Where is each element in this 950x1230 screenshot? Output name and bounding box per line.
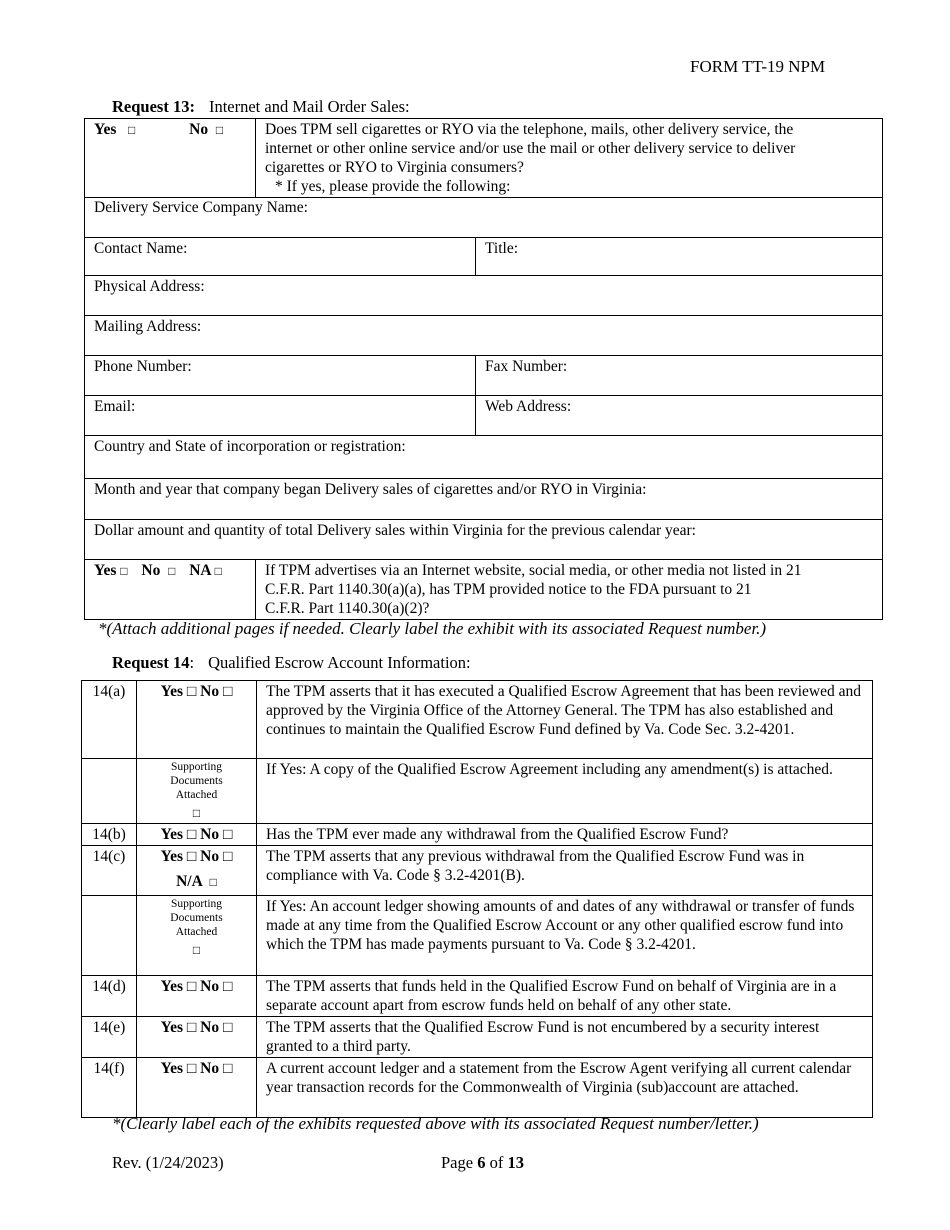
table-row <box>82 976 873 1017</box>
contact-name-field[interactable]: Contact Name: <box>85 238 476 276</box>
request-14-table <box>81 680 873 1118</box>
table-row <box>82 1017 873 1058</box>
row-text: The TPM asserts that the Qualified Escrow Fund is not encumbered by a security interest granted to a third party. <box>257 1017 873 1058</box>
revision-date: Rev. (1/24/2023) <box>112 1153 224 1172</box>
delivery-sales-field[interactable]: Dollar amount and quantity of total Delivery sales within Virginia for the previous calendar year: <box>85 520 883 560</box>
yes-no-na-checkboxes[interactable]: Yes □ No □ N/A □ <box>137 846 257 896</box>
row-id: 14(a) <box>82 681 137 759</box>
row-id: 14(b) <box>82 824 137 846</box>
request-13-question: Does TPM sell cigarettes or RYO via the telephone, mails, other delivery service, the internet or other online service and/or use the mail or other delivery service to deliver cigarettes or RYO to Virginia consumers? * If yes, please provide the following: <box>256 119 883 198</box>
yes-no-checkboxes[interactable]: Yes □ No □ <box>137 1017 257 1058</box>
yes-checkbox[interactable]: □ <box>128 123 136 137</box>
no-option[interactable]: No □ <box>189 121 224 138</box>
request-13-table <box>84 118 883 620</box>
table-row <box>82 896 873 976</box>
fda-na-option[interactable]: NA □ <box>189 562 222 579</box>
physical-address-field[interactable]: Physical Address: <box>85 276 883 316</box>
fda-question: If TPM advertises via an Internet website, social media, or other media not listed in 21 C.F.R. Part 1140.30(a)(a), has TPM provided notice to the FDA pursuant to 21 C.F.R. Part 1140.30(a)(2)? <box>256 560 883 620</box>
phone-number-field[interactable]: Phone Number: <box>85 356 476 396</box>
row-text: A current account ledger and a statement from the Escrow Agent verifying all current calendar year transaction records for the Commonwealth of Virginia (sub)account are attached. <box>257 1058 873 1118</box>
mailing-address-field[interactable]: Mailing Address: <box>85 316 883 356</box>
row-text: If Yes: An account ledger showing amounts of and dates of any withdrawal or transfer of funds made at any time from the Qualified Escrow Account or any other qualified escrow fund into which the TPM has made payments pursuant to Va. Code § 3.2-4201. <box>257 896 873 976</box>
title-field[interactable]: Title: <box>476 238 883 276</box>
request-13-note: *(Attach additional pages if needed. Clearly label the exhibit with its associated Request number.) <box>98 619 767 638</box>
request-14-title: Qualified Escrow Account Information: <box>208 653 471 672</box>
no-checkbox[interactable]: □ <box>215 123 224 137</box>
page-number: Page 6 of 13 <box>441 1153 524 1172</box>
row-text: The TPM asserts that funds held in the Qualified Escrow Fund on behalf of Virginia are in a separate account apart from escrow funds held on behalf of any other state. <box>257 976 873 1017</box>
request-13-heading <box>112 97 410 116</box>
yes-no-checkboxes[interactable]: Yes □ No □ <box>137 681 257 759</box>
table-row <box>82 824 873 846</box>
request-13-yes-no-cell <box>85 119 256 198</box>
supporting-docs-checkbox[interactable]: Supporting Documents Attached □ <box>137 759 257 824</box>
table-row <box>82 1058 873 1118</box>
supporting-docs-checkbox[interactable]: Supporting Documents Attached □ <box>137 896 257 976</box>
email-field[interactable]: Email: <box>85 396 476 436</box>
company-name-field[interactable]: Delivery Service Company Name: <box>85 198 883 238</box>
request-14-note: *(Clearly label each of the exhibits requested above with its associated Request number/letter.) <box>112 1114 759 1133</box>
form-id: FORM TT-19 NPM <box>690 57 826 76</box>
row-id: 14(d) <box>82 976 137 1017</box>
row-id <box>82 759 137 824</box>
fda-yes-no-na-cell <box>85 560 256 620</box>
web-address-field[interactable]: Web Address: <box>476 396 883 436</box>
yes-no-checkboxes[interactable]: Yes □ No □ <box>137 824 257 846</box>
table-row <box>82 681 873 759</box>
row-text: If Yes: A copy of the Qualified Escrow Agreement including any amendment(s) is attached. <box>257 759 873 824</box>
yes-no-checkboxes[interactable]: Yes □ No □ <box>137 1058 257 1118</box>
fda-yes-option[interactable]: Yes □ <box>94 562 128 579</box>
if-yes-instruction: * If yes, please provide the following: <box>275 178 511 195</box>
fda-no-option[interactable]: No □ <box>141 562 176 579</box>
yes-no-checkboxes[interactable]: Yes □ No □ <box>137 976 257 1017</box>
table-row <box>82 846 873 896</box>
country-state-field[interactable]: Country and State of incorporation or registration: <box>85 436 883 479</box>
row-text: Has the TPM ever made any withdrawal from the Qualified Escrow Fund? <box>257 824 873 846</box>
yes-option[interactable]: Yes □ <box>94 121 136 138</box>
row-id <box>82 896 137 976</box>
request-14-heading: Request 14: Qualified Escrow Account Information: <box>112 653 471 672</box>
request-14-label: Request 14 <box>112 653 190 672</box>
row-id: 14(e) <box>82 1017 137 1058</box>
delivery-start-field[interactable]: Month and year that company began Delivery sales of cigarettes and/or RYO in Virginia: <box>85 479 883 520</box>
row-text: The TPM asserts that any previous withdrawal from the Qualified Escrow Fund was in compliance with Va. Code § 3.2-4201(B). <box>257 846 873 896</box>
request-13-title: Internet and Mail Order Sales: <box>208 97 410 116</box>
row-text: The TPM asserts that it has executed a Qualified Escrow Agreement that has been reviewed and approved by the Virginia Office of the Attorney General. The TPM has also established and continues to maintain the Qualified Escrow Fund defined by Va. Code Sec. 3.2-4201. <box>257 681 873 759</box>
row-id: 14(f) <box>82 1058 137 1118</box>
fax-number-field[interactable]: Fax Number: <box>476 356 883 396</box>
table-row <box>82 759 873 824</box>
row-id: 14(c) <box>82 846 137 896</box>
request-13-label: Request 13: <box>112 97 195 116</box>
